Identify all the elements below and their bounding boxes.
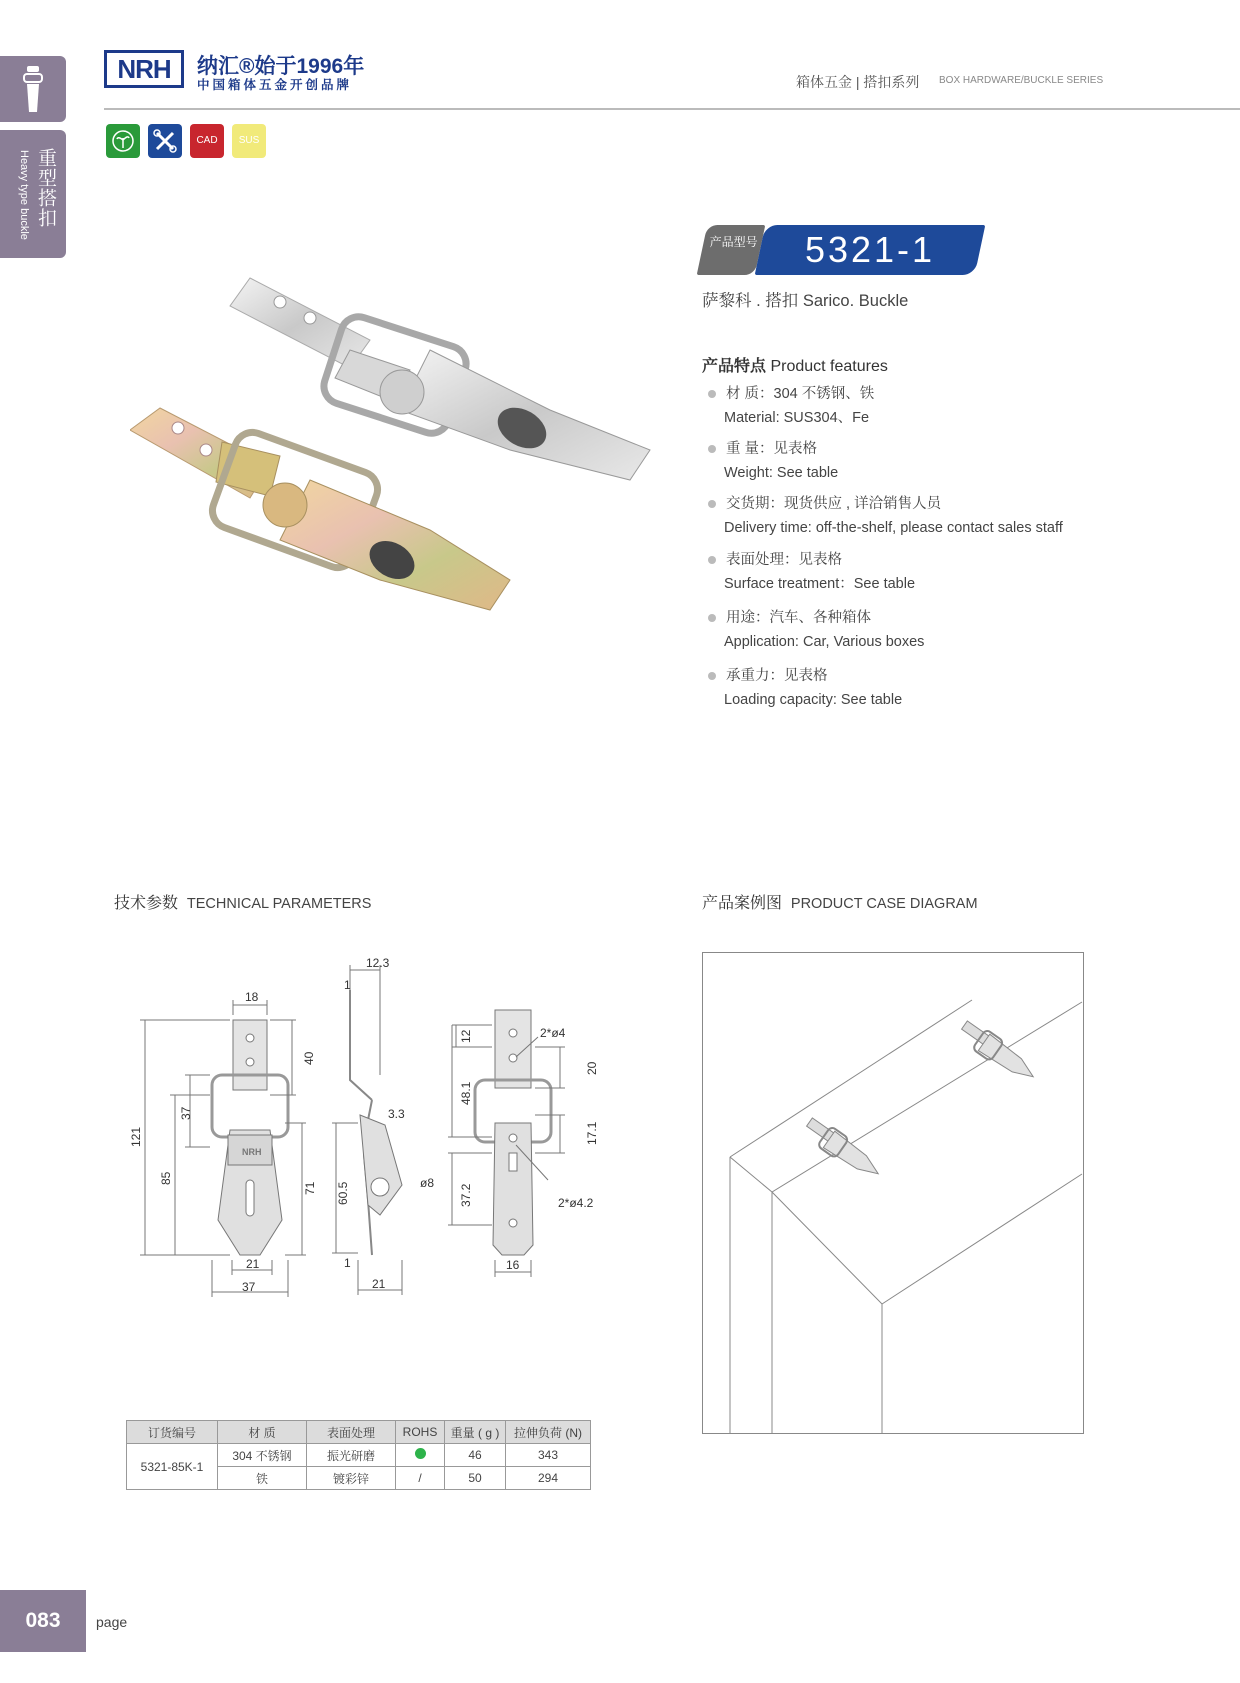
cell-weight: 50 [445,1467,506,1490]
dim-label: 3.3 [388,1107,405,1121]
nrh-mark: NRH [242,1147,262,1157]
cell-material: 铁 [218,1467,307,1490]
feature-cn: 表面处理：见表格 [726,552,842,568]
side-tab-category [0,130,66,258]
cell-rohs: / [396,1467,445,1490]
feature-item [708,382,874,430]
dim-label: 48.1 [459,1081,473,1105]
brand-title: 纳汇®始于1996年 [197,55,365,78]
dim-label: 60.5 [336,1181,350,1205]
tech-params-title [114,890,371,913]
cell-rohs [396,1444,445,1467]
dim-label: 40 [302,1051,316,1065]
dim-label: 18 [245,990,259,1004]
case-diagram-frame [703,953,1084,1434]
dim-label: 20 [585,1061,599,1075]
features-title [702,353,888,376]
bullet-icon [708,556,716,564]
tech-title-cn: 技术参数 [114,895,179,912]
tools-icon [148,124,182,158]
feature-cn: 承重力：见表格 [726,668,828,684]
series-en: BOX HARDWARE/BUCKLE SERIES [939,75,1104,86]
case-diagram [702,952,1084,1434]
table-header: 表面处理 [307,1421,396,1444]
table-header: ROHS [396,1421,445,1444]
bullet-icon [708,390,716,398]
dim-label: 2*ø4.2 [558,1196,594,1210]
dim-label: 71 [303,1181,317,1195]
feature-en: Surface treatment：See table [724,576,916,592]
table-header: 重量 ( g ) [445,1421,506,1444]
cell-weight: 46 [445,1444,506,1467]
feature-item [708,492,1063,540]
dim-label: 37 [242,1280,256,1294]
cell-load: 294 [506,1467,591,1490]
cell-load: 343 [506,1444,591,1467]
code-label-text: 产品型号 [709,235,758,249]
feature-item [708,664,902,712]
zinc-latch [130,408,510,610]
rohs-compliant-icon [415,1448,426,1459]
table-header: 订货编号 [127,1421,218,1444]
eco-icon [106,124,140,158]
dim-label: 1 [344,978,351,992]
feature-en: Loading capacity: See table [724,692,903,708]
dim-label: 2*ø4 [540,1026,566,1040]
feature-cn: 重 量：见表格 [726,441,818,457]
cell-surface: 振光研磨 [307,1444,396,1467]
series-cn: 箱体五金 | 搭扣系列 [796,74,920,90]
latch-icon [0,56,66,122]
product-photo [130,260,690,700]
feature-cn: 材 质：304 不锈钢、铁 [726,386,875,402]
feature-cn: 交货期：现货供应 , 详洽销售人员 [726,496,942,512]
dim-label: 17.1 [585,1121,599,1145]
dim-label: ø8 [420,1176,435,1190]
dim-label: 37.2 [459,1183,473,1207]
feature-item [708,437,838,485]
tech-title-en: TECHNICAL PARAMETERS [186,896,372,912]
sus-icon: SUS [232,124,266,158]
bullet-icon [708,500,716,508]
bullet-icon [708,445,716,453]
table-header: 材 质 [218,1421,307,1444]
case-title-en: PRODUCT CASE DIAGRAM [790,896,978,912]
case-diagram-title [702,890,978,913]
cad-icon: CAD [190,124,224,158]
bullet-icon [708,614,716,622]
dim-label: 12 [459,1029,473,1043]
feature-en: Application: Car, Various boxes [724,634,925,650]
features-title-cn: 产品特点 [702,358,767,375]
page-label: page [96,1614,128,1630]
table-row [127,1444,591,1467]
dim-label: 85 [159,1171,173,1185]
cell-surface: 镀彩锌 [307,1467,396,1490]
dim-label: 21 [372,1277,386,1291]
case-title-cn: 产品案例图 [702,895,783,912]
cell-material: 304 不锈钢 [218,1444,307,1467]
dim-label: 16 [506,1258,520,1272]
bullet-icon [708,672,716,680]
feature-en: Delivery time: off-the-shelf, please contact sales staff [724,520,1063,536]
feature-cn: 用途：汽车、各种箱体 [726,610,871,626]
technical-drawing [110,955,650,1345]
brand-subtitle: 中国箱体五金开创品牌 [197,78,353,92]
spec-table [126,1420,591,1490]
side-tab-cn: 重型搭扣 [35,148,56,228]
dim-label: 121 [129,1126,143,1147]
order-number: 5321-85K-1 [127,1444,218,1490]
table-header: 拉伸负荷 (N) [506,1421,591,1444]
dim-label: 37 [179,1106,193,1120]
feature-item [708,606,924,654]
product-code [755,225,986,275]
features-title-en: Product features [770,358,888,375]
side-tab-icon-box [0,56,66,122]
feature-item [708,548,915,596]
feature-en: Weight: See table [724,465,839,481]
product-subtitle: 萨黎科 . 搭扣 Sarico. Buckle [702,292,909,310]
page-number: 083 [0,1590,86,1652]
table-header-row [127,1421,591,1444]
code-label [697,225,766,275]
product-code-text: 5321-1 [804,229,936,270]
feature-en: Material: SUS304、Fe [724,410,870,426]
dim-label: 12.3 [366,956,390,970]
side-tab-en: Heavy type buckle [18,150,30,240]
dim-label: 1 [344,1256,351,1270]
dim-label: 21 [246,1257,260,1271]
brand-logo: NRH [104,50,184,88]
header-divider [104,108,1240,110]
